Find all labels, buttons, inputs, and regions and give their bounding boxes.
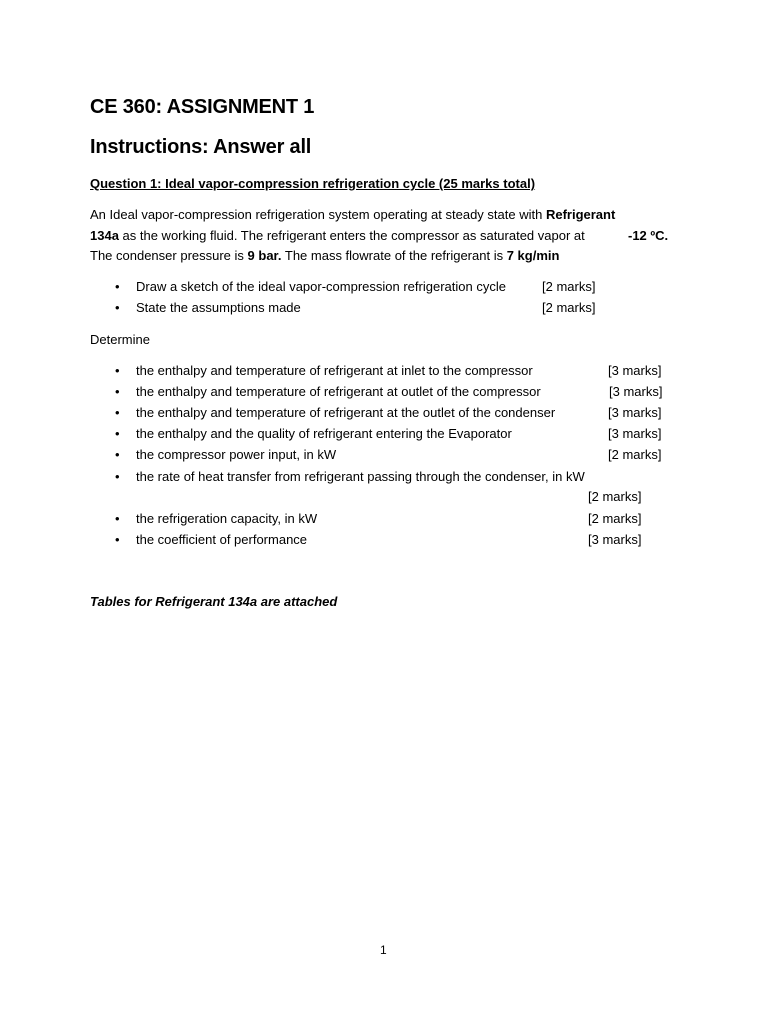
determine-marks: [2 marks] [608,447,662,462]
bullet-icon: • [115,511,120,526]
intro-line-1 [90,205,615,225]
intro-bold-text: 134a [90,228,119,243]
instructions-heading: Instructions: Answer all [90,136,312,158]
bullet-icon: • [115,405,120,420]
bullet-icon: • [115,384,120,399]
intro-text: An Ideal vapor-compression refrigeration system operating at steady state with [90,207,546,222]
task-marks: [2 marks] [542,300,596,315]
intro-text: The mass flowrate of the refrigerant is [281,248,507,263]
bullet-icon: • [115,300,120,315]
intro-text: The condenser pressure is [90,248,248,263]
intro-bold-text: 9 bar. [247,248,282,263]
question-title: Question 1: Ideal vapor-compression refrigeration cycle (25 marks total) [90,176,536,191]
determine-text: the enthalpy and temperature of refrigerant at inlet to the compressor [136,363,533,378]
determine-text: the rate of heat transfer from refrigerant passing through the condenser, in kW [136,469,585,484]
bullet-icon: • [115,426,120,441]
task-text: State the assumptions made [136,300,301,315]
intro-bold-text: Refrigerant [545,207,616,222]
determine-text: the coefficient of performance [136,532,308,547]
determine-text: the compressor power input, in kW [136,447,337,462]
bullet-icon: • [115,469,120,484]
determine-text: the refrigeration capacity, in kW [136,511,318,526]
bullet-icon: • [115,532,120,547]
intro-text: as the working fluid. The refrigerant enters the compressor as saturated vapor at [118,228,585,243]
determine-marks: [2 marks] [588,511,642,526]
determine-marks: [2 marks] [588,489,642,504]
determine-marks: [3 marks] [608,426,662,441]
determine-text: the enthalpy and temperature of refrigerant at outlet of the compressor [136,384,541,399]
determine-marks: [3 marks] [608,363,662,378]
determine-text: the enthalpy and temperature of refrigerant at the outlet of the condenser [136,405,556,420]
assignment-heading: CE 360: ASSIGNMENT 1 [90,96,315,118]
tables-note: Tables for Refrigerant 134a are attached [90,594,338,609]
determine-marks: [3 marks] [609,384,663,399]
task-marks: [2 marks] [542,279,596,294]
intro-line-3 [90,246,559,266]
determine-marks: [3 marks] [608,405,662,420]
intro-bold-text: 7 kg/min [506,248,560,263]
bullet-icon: • [115,447,120,462]
determine-text: the enthalpy and the quality of refrigerant entering the Evaporator [136,426,512,441]
determine-marks: [3 marks] [588,532,642,547]
determine-label: Determine [90,332,150,347]
intro-temperature: -12 ºC. [628,228,669,243]
page-number: 1 [380,943,387,957]
bullet-icon: • [115,363,120,378]
intro-line-2 [90,226,585,246]
bullet-icon: • [115,279,120,294]
task-text: Draw a sketch of the ideal vapor-compression refrigeration cycle [136,279,506,294]
